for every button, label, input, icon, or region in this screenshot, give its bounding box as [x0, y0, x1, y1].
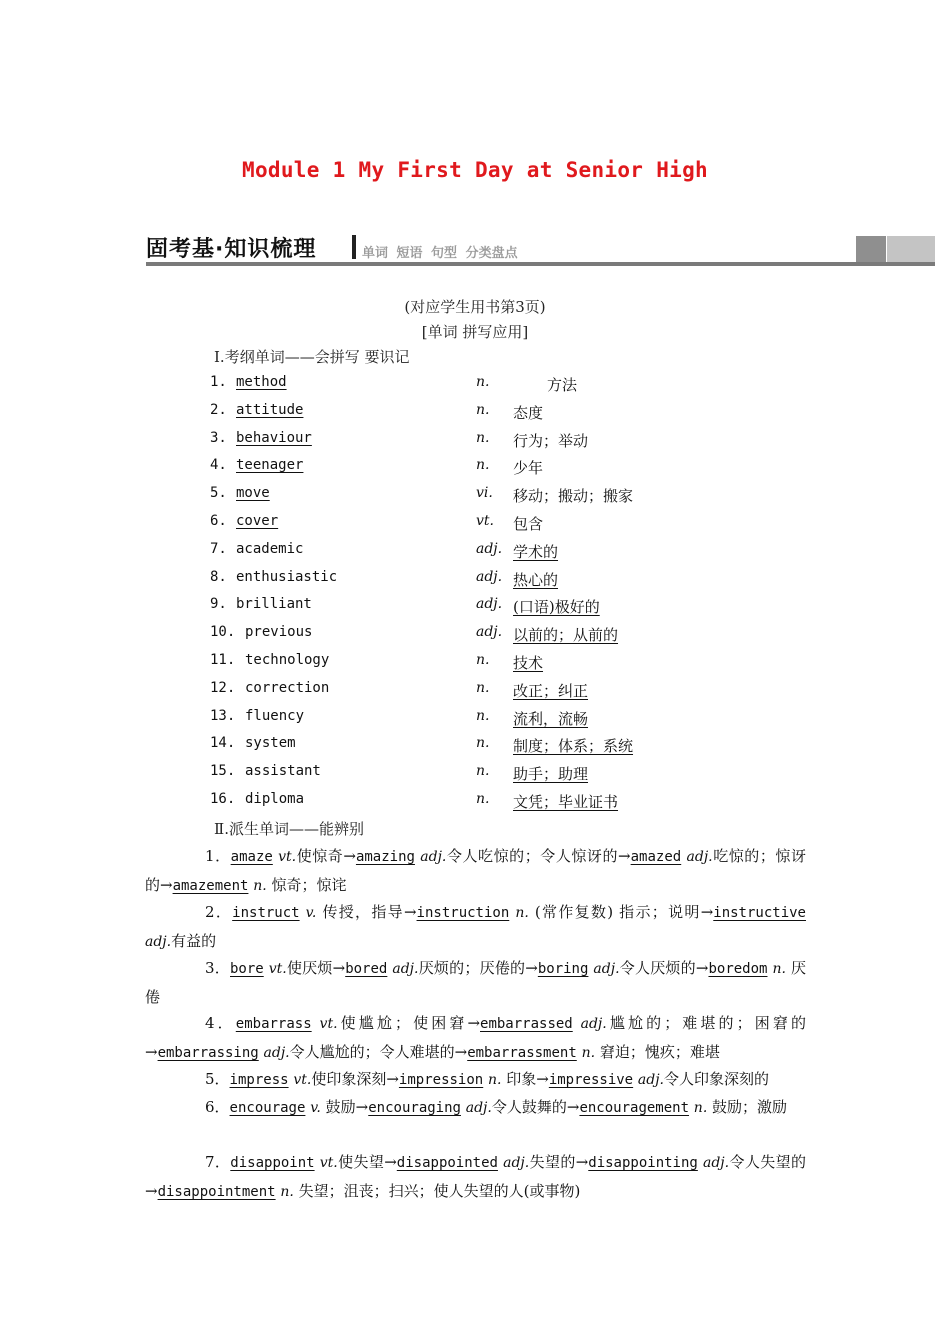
vocab-meaning: 热心的: [513, 570, 559, 589]
vocab-meaning: 文凭；毕业证书: [513, 793, 619, 811]
meaning: 鼓励→: [325, 1098, 369, 1116]
vocab-meaning: 改正；纠正: [513, 681, 589, 700]
vocab-number: 9.: [210, 596, 227, 613]
section-2-title: Ⅱ.派生单词——能辨别: [214, 820, 364, 838]
vocab-number: 7.: [210, 540, 227, 557]
pos-label: v.: [305, 905, 317, 921]
derived-word: encouragement: [579, 1100, 690, 1116]
meaning: 厌烦的；厌倦的→: [418, 959, 538, 977]
vocab-number: 8.: [210, 568, 227, 585]
meaning: 令人吃惊的；令人惊讶的→: [446, 847, 631, 865]
derived-word: disappointment: [157, 1184, 276, 1200]
vocab-word: diploma: [245, 791, 305, 807]
banner-heading: 固考基·知识梳理: [146, 237, 317, 262]
meaning: 窘迫；愧疚；难堪: [599, 1043, 720, 1061]
item-number: 4．: [205, 1014, 236, 1032]
item-number: 5．: [205, 1070, 230, 1088]
derived-word: disappointed: [396, 1155, 498, 1171]
meaning: 厌倦: [145, 959, 806, 1006]
vocab-word: brilliant: [236, 596, 312, 613]
meaning: 令人尴尬的；令人难堪的→: [289, 1043, 468, 1061]
meaning: 使惊奇→: [296, 847, 356, 865]
vocab-pos: n.: [476, 735, 490, 752]
pos-label: v.: [310, 1100, 321, 1116]
derived-word: encouraging: [368, 1100, 461, 1116]
meaning: 令人失望的→: [145, 1153, 806, 1200]
vocab-word: cover: [236, 513, 279, 529]
vocab-meaning: 行为；举动: [513, 431, 589, 450]
derived-word: amazed: [630, 849, 682, 865]
pos-label: n.: [772, 961, 786, 977]
meaning: 令人鼓舞的→: [491, 1098, 580, 1116]
pos-label: vt.: [268, 961, 287, 977]
vocab-pos: n.: [476, 457, 490, 474]
derived-word: boring: [537, 961, 589, 977]
vocab-number: 2.: [210, 401, 227, 418]
meaning: 鼓励；激励: [712, 1098, 788, 1116]
page-title: Module 1 My First Day at Senior High: [242, 158, 708, 182]
meaning: 使尴尬；使困窘→: [337, 1014, 481, 1032]
vocab-pos: n.: [476, 679, 490, 696]
derived-word: bore: [230, 961, 264, 977]
vocab-row: [0, 485, 950, 509]
derived-word: embarrassing: [157, 1045, 259, 1061]
vocab-meaning: 态度: [513, 403, 544, 422]
vocab-meaning: (口语)极好的: [513, 598, 600, 617]
pos-label: n.: [280, 1184, 294, 1200]
meaning: 失望；沮丧；扫兴；使人失望的人(或事物): [298, 1182, 581, 1200]
derived-word: amaze: [230, 849, 273, 865]
vocab-number: 4.: [210, 457, 227, 474]
banner-block-light: [887, 236, 935, 264]
pos-label: adj.: [263, 1045, 290, 1061]
vocab-row: [0, 402, 950, 426]
vocab-number: 10.: [210, 624, 236, 641]
pos-label: n.: [515, 905, 529, 921]
banner-rule: [146, 262, 935, 266]
derived-item-6: [145, 1093, 806, 1122]
vocab-word: previous: [245, 624, 313, 641]
vocab-pos: adj.: [476, 568, 503, 585]
section-banner: [146, 232, 935, 268]
pos-label: vt.: [278, 849, 297, 865]
item-number: 6．: [205, 1098, 230, 1116]
derived-word: embarrass: [235, 1016, 312, 1032]
vocab-row: [0, 541, 950, 565]
vocab-word: enthusiastic: [236, 568, 338, 585]
derived-word: impression: [398, 1072, 484, 1088]
vocab-row: [0, 596, 950, 620]
pos-label: n.: [693, 1100, 708, 1116]
vocab-word: system: [245, 735, 296, 752]
vocab-number: 14.: [210, 735, 236, 752]
vocab-pos: vi.: [476, 485, 493, 502]
vocab-meaning: 流利，流畅: [513, 709, 589, 728]
banner-tags: 单词 短语 句型 分类盘点: [362, 246, 518, 261]
vocab-pos: n.: [476, 707, 490, 724]
pos-label: adj.: [420, 849, 447, 865]
vocab-word: method: [236, 374, 287, 390]
item-number: 3．: [205, 959, 230, 977]
meaning: 令人厌烦的→: [619, 959, 709, 977]
derived-word: amazing: [355, 849, 415, 865]
meaning: 使厌烦→: [286, 959, 346, 977]
meaning: 使印象深刻→: [311, 1070, 399, 1088]
vocab-number: 3.: [210, 429, 227, 446]
pos-label: adj.: [465, 1100, 492, 1116]
pos-label: adj.: [145, 934, 172, 950]
vocab-pos: n.: [476, 429, 490, 446]
vocab-number: 11.: [210, 652, 236, 668]
subsection-label: [单词 拼写应用]: [421, 323, 529, 341]
item-number: 7．: [205, 1153, 231, 1171]
vocab-number: 16.: [210, 791, 236, 807]
pos-label: adj.: [637, 1072, 665, 1088]
meaning: 令人印象深刻的: [664, 1070, 770, 1088]
vocab-meaning: 助手；助理: [513, 765, 589, 784]
vocab-row: [0, 791, 950, 815]
meaning: 吃惊的；惊讶的→: [145, 847, 806, 894]
section-1-title: Ⅰ.考纲单词——会拼写 要识记: [214, 348, 410, 366]
derived-word: boredom: [708, 961, 768, 977]
pos-label: n.: [488, 1072, 502, 1088]
vocab-row: [0, 680, 950, 704]
derived-word: disappoint: [230, 1155, 315, 1171]
vocab-number: 13.: [210, 707, 236, 724]
pos-label: vt.: [319, 1016, 338, 1032]
meaning: 尴尬的；难堪的；困窘的→: [145, 1014, 806, 1061]
derived-item-3: [145, 954, 806, 1011]
vocab-row: [0, 513, 950, 537]
meaning: 有益的: [171, 932, 217, 950]
pos-label: adj.: [392, 961, 419, 977]
item-number: 2．: [205, 903, 233, 921]
vocab-row: [0, 457, 950, 481]
vocab-word: attitude: [236, 401, 304, 418]
banner-divider: [352, 235, 356, 259]
vocab-meaning: 方法: [547, 376, 578, 394]
banner-block-dark: [856, 236, 886, 264]
pos-label: adj.: [593, 961, 620, 977]
derived-word: embarrassed: [480, 1016, 573, 1032]
vocab-meaning: 以前的；从前的: [513, 626, 619, 645]
vocab-word: academic: [236, 540, 304, 557]
vocab-row: [0, 735, 950, 759]
vocab-meaning: 学术的: [513, 542, 559, 561]
pos-label: vt.: [319, 1155, 338, 1171]
vocab-number: 5.: [210, 485, 227, 502]
derived-word: impress: [229, 1072, 289, 1088]
book-reference: (对应学生用书第3页): [404, 298, 546, 316]
meaning: 使失望→: [337, 1153, 397, 1171]
vocab-pos: n.: [476, 791, 490, 807]
vocab-row: [0, 763, 950, 787]
derived-word: amazement: [172, 878, 249, 894]
vocab-pos: vt.: [476, 513, 494, 529]
vocab-number: 1.: [210, 374, 227, 390]
pos-label: adj.: [686, 849, 713, 865]
vocab-word: behaviour: [236, 429, 312, 446]
derived-item-4: [145, 1009, 806, 1067]
vocab-word: technology: [245, 652, 330, 668]
derived-word: encourage: [229, 1100, 306, 1116]
vocab-row: [0, 624, 950, 648]
derived-item-2: [145, 898, 806, 956]
vocab-meaning: 移动；搬动；搬家: [513, 487, 634, 506]
vocab-row: [0, 652, 950, 676]
vocab-meaning: 制度；体系；系统: [513, 737, 634, 756]
vocab-row: [0, 569, 950, 593]
derived-word: impressive: [548, 1072, 634, 1088]
vocab-pos: n.: [476, 374, 490, 390]
vocab-row: [0, 374, 950, 398]
derived-item-5: [145, 1065, 806, 1094]
vocab-word: correction: [245, 679, 330, 696]
pos-label: adj.: [503, 1155, 530, 1171]
pos-label: vt.: [293, 1072, 312, 1088]
meaning: 印象→: [506, 1070, 549, 1088]
vocab-number: 12.: [210, 679, 236, 696]
vocab-meaning: 少年: [513, 459, 544, 478]
vocab-number: 6.: [210, 513, 227, 529]
meaning: 失望的→: [529, 1153, 589, 1171]
vocab-word: assistant: [245, 763, 321, 780]
vocab-pos: adj.: [476, 540, 503, 557]
derived-word: disappointing: [588, 1155, 698, 1171]
meaning: (常作复数) 指示；说明→: [534, 903, 714, 921]
vocab-row: [0, 708, 950, 732]
vocab-number: 15.: [210, 763, 236, 780]
vocab-word: fluency: [245, 707, 305, 724]
derived-word: embarrassment: [467, 1045, 577, 1061]
vocab-word: teenager: [236, 457, 304, 474]
meaning: 传授，指导→: [322, 903, 417, 921]
vocab-pos: n.: [476, 401, 490, 418]
pos-label: adj.: [702, 1155, 730, 1171]
vocab-pos: adj.: [476, 624, 503, 641]
derived-word: instructive: [713, 905, 806, 921]
derived-word: instruction: [416, 905, 510, 921]
pos-label: adj.: [580, 1016, 607, 1032]
vocab-meaning: 包含: [513, 515, 544, 533]
meaning: 惊奇；惊诧: [271, 876, 347, 894]
derived-word: instruct: [232, 905, 300, 921]
vocab-row: [0, 430, 950, 454]
derived-word: bored: [345, 961, 388, 977]
vocab-pos: n.: [476, 652, 490, 668]
vocab-pos: n.: [476, 763, 490, 780]
derived-item-1: [145, 842, 806, 900]
pos-label: n.: [581, 1045, 596, 1061]
item-number: 1．: [205, 847, 231, 865]
vocab-meaning: 技术: [513, 654, 544, 672]
vocab-word: move: [236, 485, 270, 502]
pos-label: n.: [253, 878, 267, 894]
vocab-pos: adj.: [476, 596, 503, 613]
derived-item-7: [145, 1148, 806, 1206]
